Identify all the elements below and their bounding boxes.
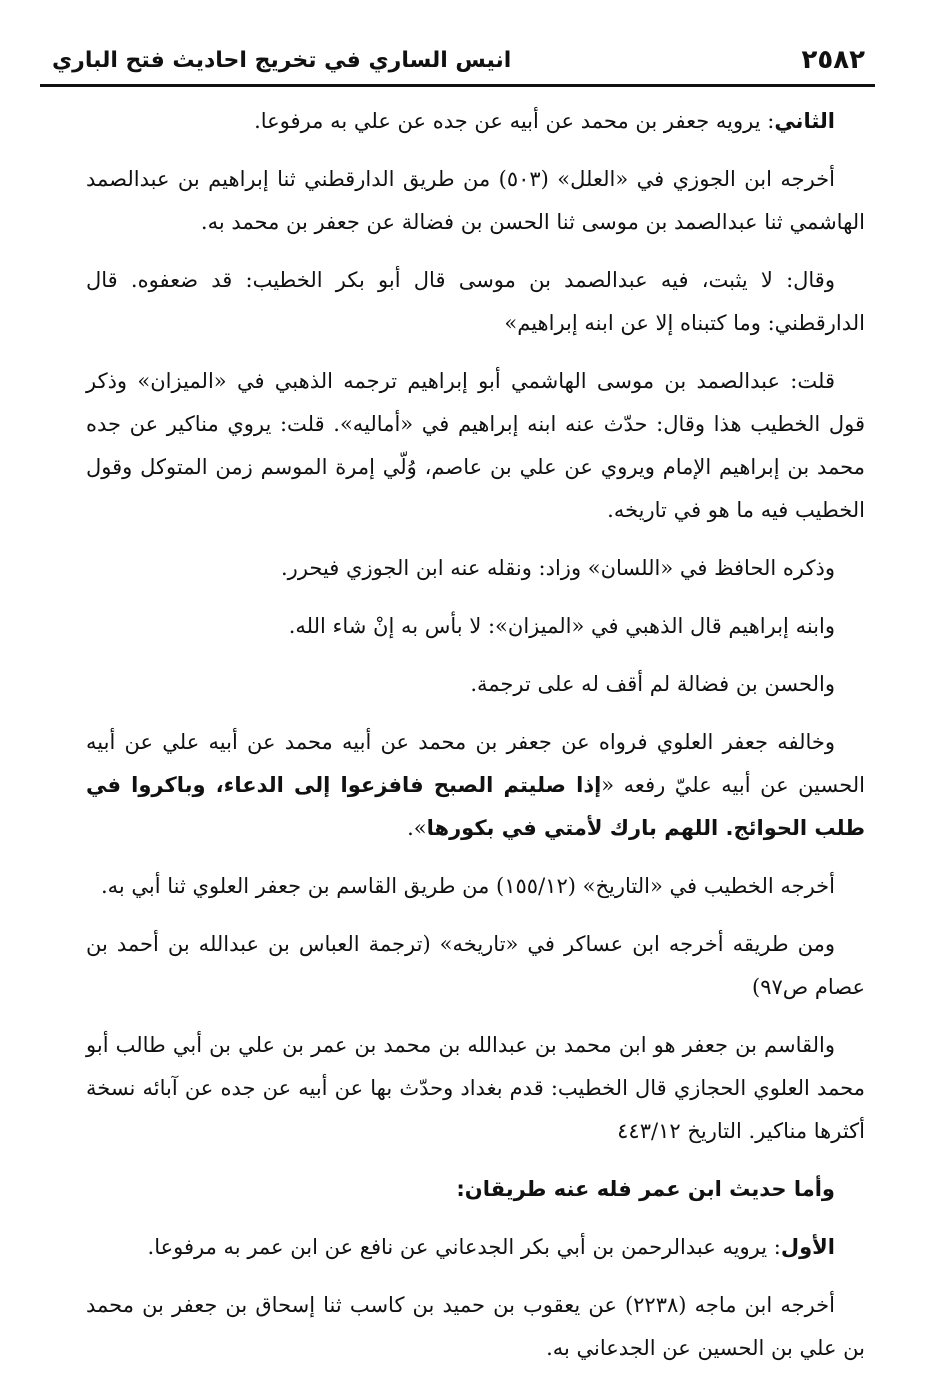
paragraph: وذكره الحافظ في «اللسان» وزاد: ونقله عنه ابن الجوزي فيحرر. <box>281 556 835 580</box>
paragraph-hadith-text <box>86 721 865 850</box>
paragraph-tail: ». <box>407 816 427 840</box>
hadith-quote: إذا صليتم الصبح فافزعوا إلى الدعاء، وباكروا في طلب الحوائج. اللهم بارك لأمتي في بكورها <box>86 773 865 840</box>
lead-word: الثاني <box>774 109 835 133</box>
paragraph-second-route <box>86 100 865 143</box>
book-title: انيس الساري في تخريج احاديث فتح الباري <box>52 47 512 73</box>
paragraph: ومن طريقه أخرجه ابن عساكر في «تاريخه» (ترجمة العباس بن عبدالله بن أحمد بن عصام ص٩٧) <box>86 932 865 999</box>
header-divider <box>40 84 875 87</box>
paragraph-text: : يرويه عبدالرحمن بن أبي بكر الجدعاني عن نافع عن ابن عمر به مرفوعا. <box>147 1235 781 1259</box>
lead-word: الأول <box>780 1235 835 1259</box>
section-heading: وأما حديث ابن عمر فله عنه طريقان: <box>456 1177 835 1201</box>
page-body <box>86 100 865 1385</box>
paragraph-text: : يرويه جعفر بن محمد عن أبيه عن جده عن علي به مرفوعا. <box>254 109 775 133</box>
page-number: ٢٥٨٢ <box>801 45 865 75</box>
paragraph: والقاسم بن جعفر هو ابن محمد بن عبدالله بن محمد بن عمر بن علي بن أبي طالب أبو محمد العلوي الحجازي قال الخطيب: قدم بغداد وحدّث بها عن أبيه عن جده عن آبائه نسخة أكثرها مناكير. التاريخ ٤٤٣/١٢ <box>86 1033 865 1143</box>
paragraph: والحسن بن فضالة لم أقف له على ترجمة. <box>470 672 835 696</box>
paragraph: وابنه إبراهيم قال الذهبي في «الميزان»: لا بأس به إنْ شاء الله. <box>288 614 835 638</box>
paragraph: أخرجه ابن ماجه (٢٢٣٨) عن يعقوب بن حميد بن كاسب ثنا إسحاق بن جعفر بن محمد بن علي بن الحسين عن الجدعاني به. <box>86 1293 865 1360</box>
running-header <box>52 38 865 82</box>
paragraph-text: وخالفه جعفر العلوي فرواه عن جعفر بن محمد عن أبيه محمد عن أبيه علي عن أبيه الحسين عن أبيه عليّ رفعه « <box>86 730 865 797</box>
paragraph: أخرجه ابن الجوزي في «العلل» (٥٠٣) من طريق الدارقطني ثنا إبراهيم بن عبدالصمد الهاشمي ثنا عبدالصمد بن موسى ثنا الحسن بن فضالة عن جعفر بن محمد به. <box>86 167 865 234</box>
paragraph: قلت: عبدالصمد بن موسى الهاشمي أبو إبراهيم ترجمه الذهبي في «الميزان» وذكر قول الخطيب هذا وقال: حدّث عنه ابنه إبراهيم في «أماليه». قلت: يروي مناكير عن جده محمد بن إبراهيم الإمام ويروي عن علي بن عاصم، وُلّي إمرة الموسم زمن المتوكل وقول الخطيب فيه ما هو في تاريخه. <box>86 369 865 522</box>
paragraph: وقال: لا يثبت، فيه عبدالصمد بن موسى قال أبو بكر الخطيب: قد ضعفوه. قال الدارقطني: وما كتبناه إلا عن ابنه إبراهيم» <box>86 268 865 335</box>
paragraph: أخرجه الخطيب في «التاريخ» (١٥٥/١٢) من طريق القاسم بن جعفر العلوي ثنا أبي به. <box>100 874 835 898</box>
paragraph-first-route <box>86 1226 865 1269</box>
